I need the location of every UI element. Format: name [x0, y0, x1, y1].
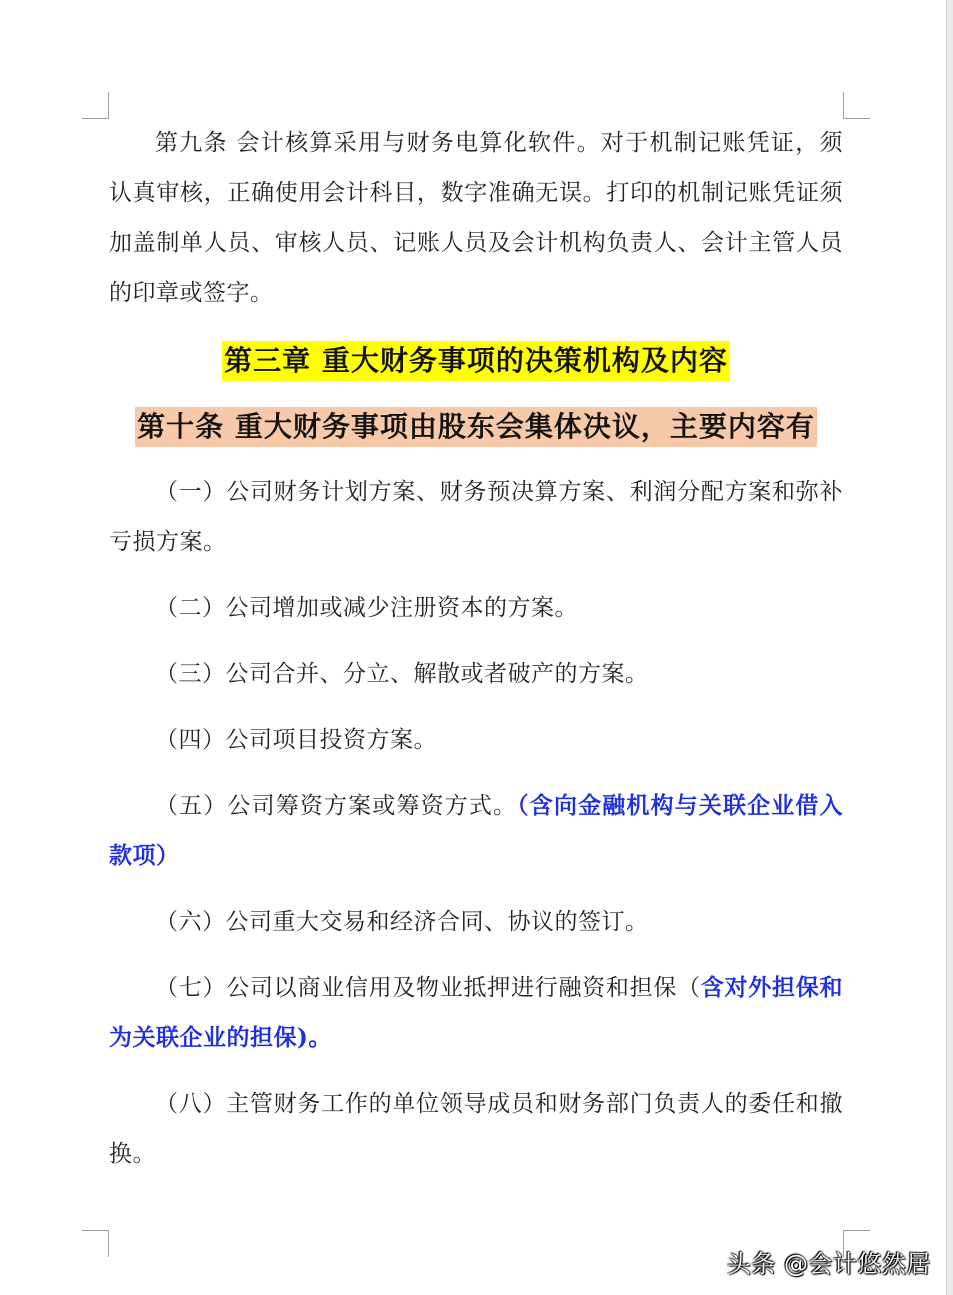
- list-item: [109, 649, 843, 699]
- list-item: [109, 963, 843, 1063]
- page-edge: [946, 0, 953, 1295]
- item-text: （二）公司增加或减少注册资本的方案。: [155, 595, 578, 621]
- chapter-heading-wrap: [109, 341, 843, 381]
- item-text: （七）公司以商业信用及物业抵押进行融资和担保（: [155, 975, 701, 1001]
- list-item: [109, 715, 843, 765]
- chapter-heading: 第三章 重大财务事项的决策机构及内容: [222, 341, 730, 381]
- document-body: [109, 118, 843, 1195]
- source-watermark: 头条 @会计悠然居: [726, 1250, 931, 1278]
- item-note: （含向金融机构与关联企业借入款项）: [109, 792, 844, 869]
- article-10-heading-wrap: [109, 407, 843, 447]
- list-item: [109, 781, 843, 881]
- margin-corner-top-left: [82, 92, 109, 119]
- list-item: [109, 897, 843, 947]
- list-item: [109, 1079, 843, 1179]
- item-text: （三）公司合并、分立、解散或者破产的方案。: [155, 661, 649, 687]
- list-item: [109, 583, 843, 633]
- article-9-paragraph: 第九条 会计核算采用与财务电算化软件。对于机制记账凭证，须认真审核，正确使用会计科目，数字准确无误。打印的机制记账凭证须加盖制单人员、审核人员、记账人员及会计机构负责人、会计主管人员的印章或签字。: [109, 130, 843, 306]
- list-item: [109, 467, 843, 567]
- item-text: （八）主管财务工作的单位领导成员和财务部门负责人的委任和撤换。: [109, 1091, 843, 1167]
- margin-corner-bottom-left: [82, 1230, 109, 1257]
- margin-corner-top-right: [843, 92, 870, 119]
- item-text: （五）公司筹资方案或筹资方式。: [155, 793, 518, 819]
- item-text: （六）公司重大交易和经济合同、协议的签订。: [155, 909, 649, 935]
- item-note: 含对外担保和为关联企业的担保)。: [109, 974, 844, 1051]
- article-10-heading: 第十条 重大财务事项由股东会集体决议，主要内容有: [135, 407, 817, 447]
- item-text: （一）公司财务计划方案、财务预决算方案、利润分配方案和弥补亏损方案。: [109, 479, 843, 555]
- item-text: （四）公司项目投资方案。: [155, 727, 437, 753]
